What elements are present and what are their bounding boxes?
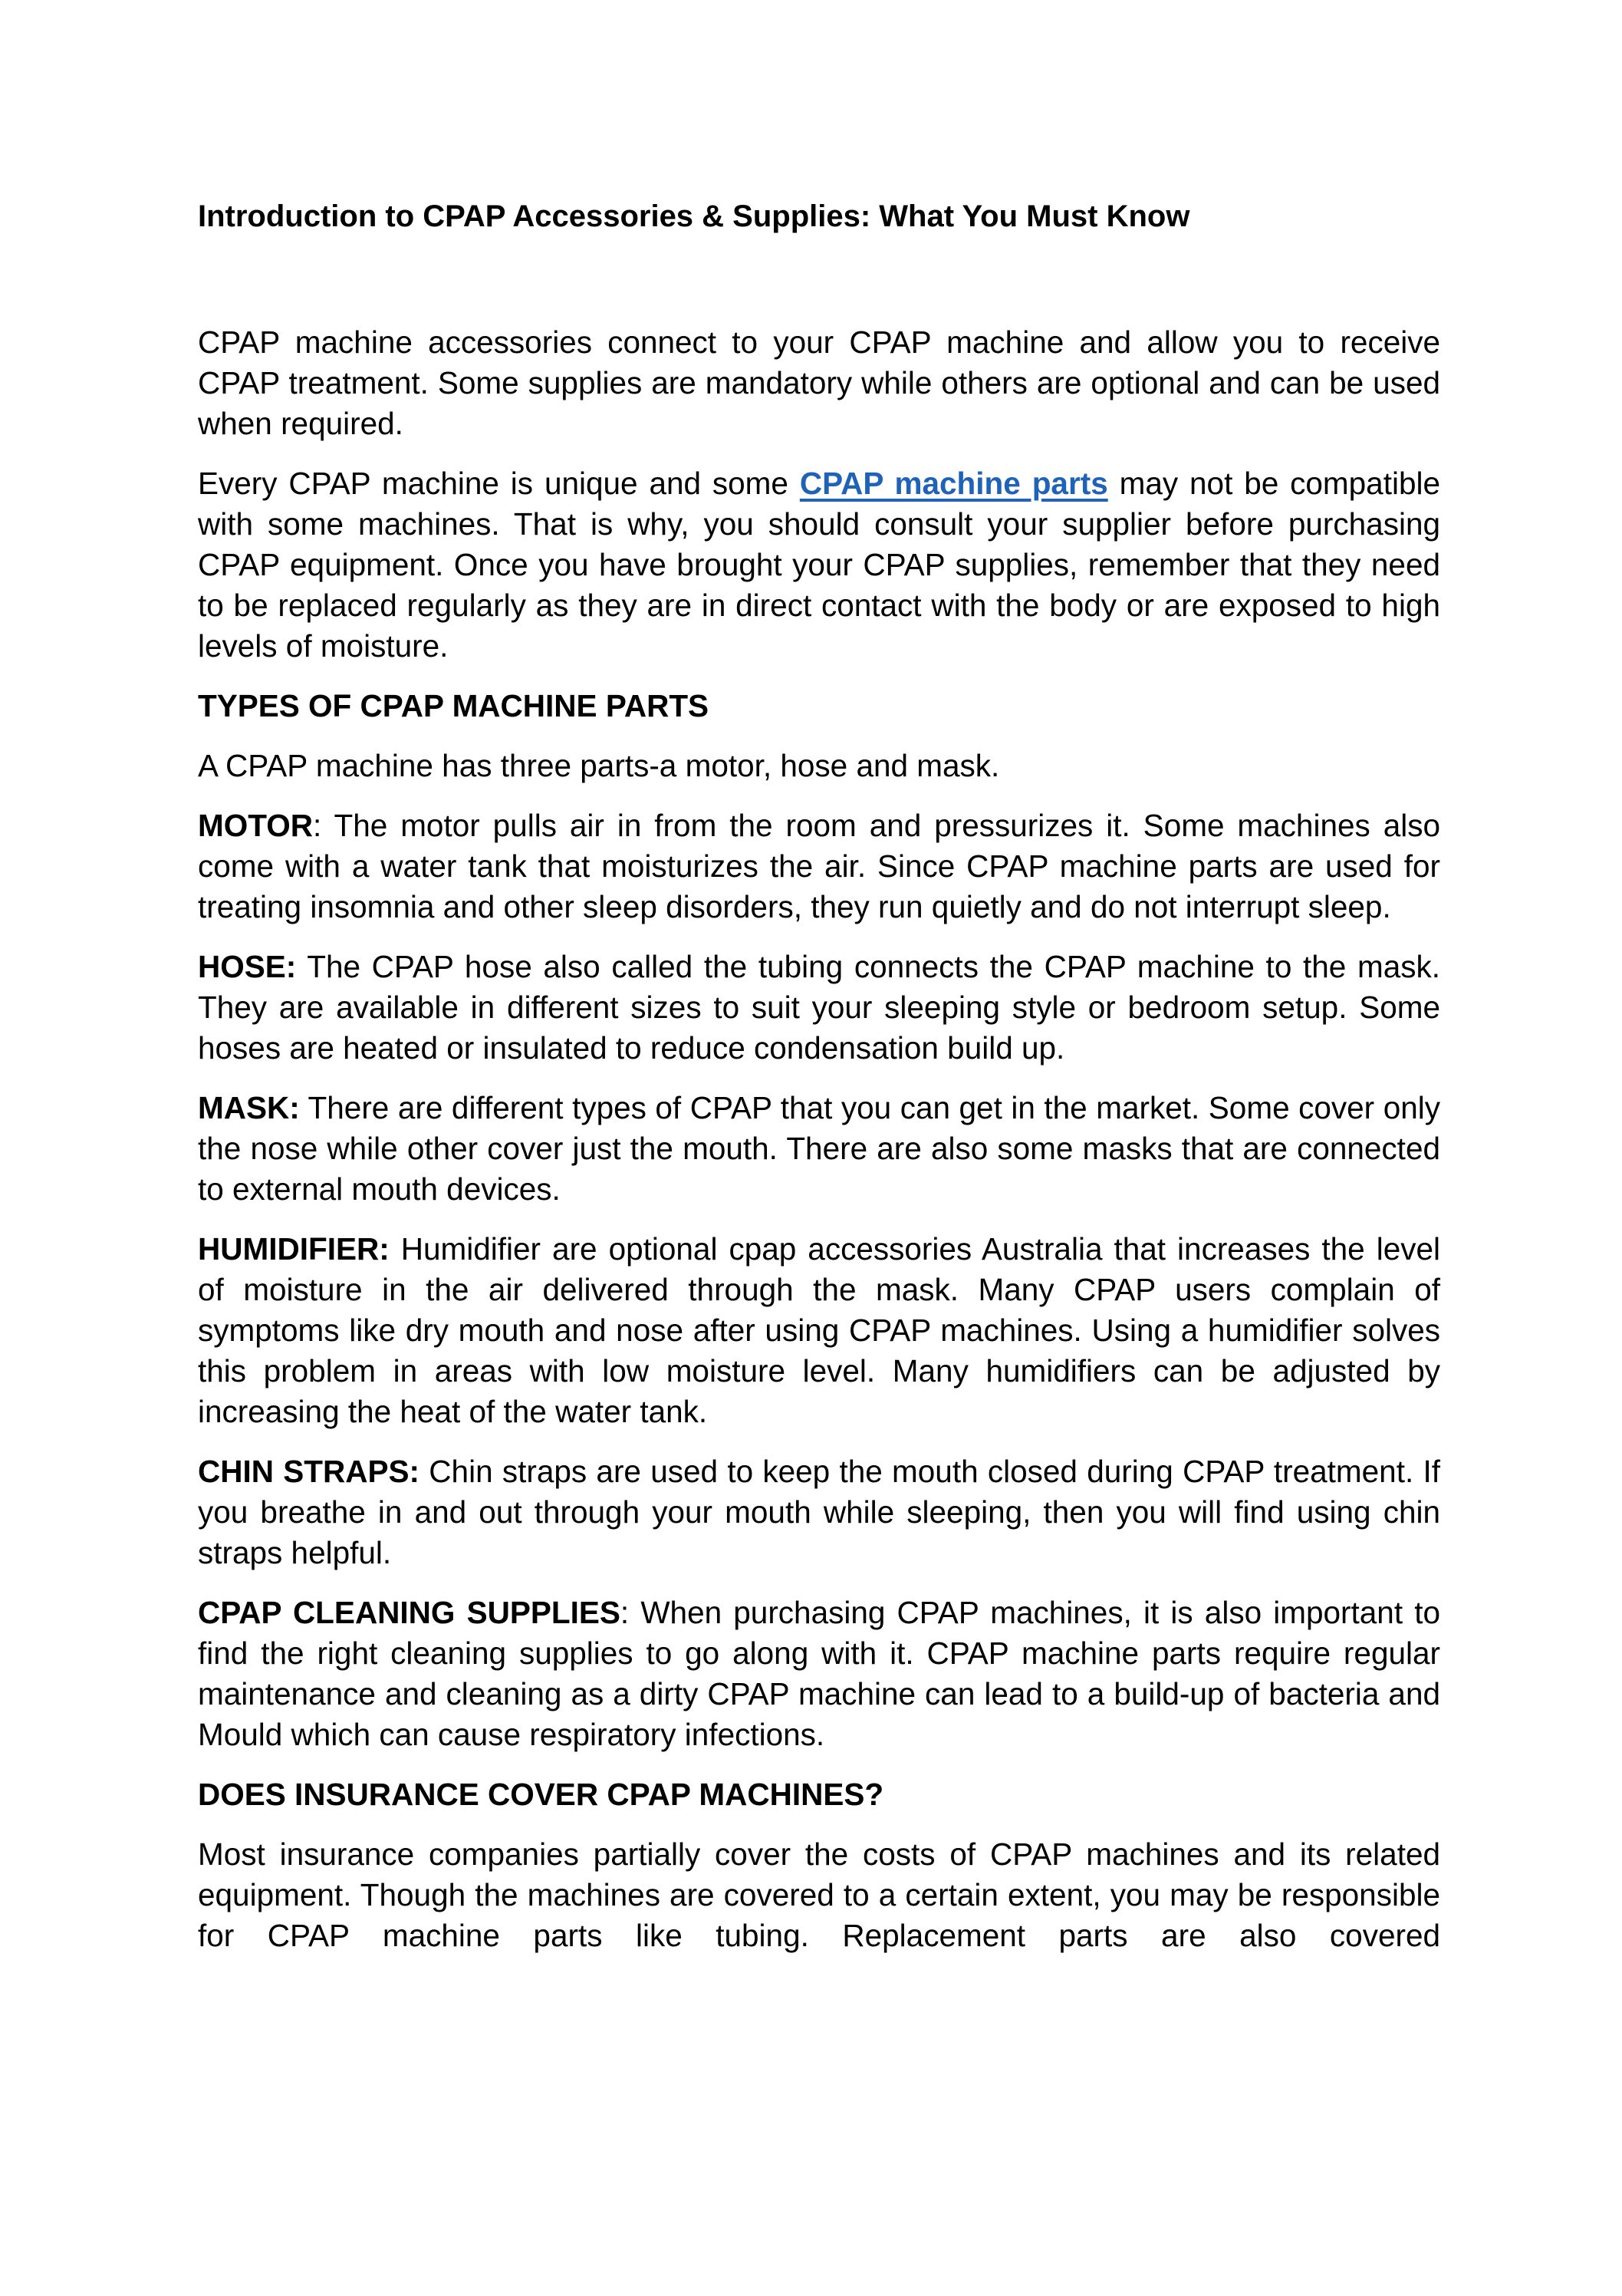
chin-straps-paragraph: [198, 1451, 1440, 1573]
hose-text: The CPAP hose also called the tubing connects the CPAP machine to the mask. They are available in different sizes to suit your sleeping style or bedroom setup. Some hoses are heated or insulated to reduce condensation build up.: [198, 949, 1440, 1066]
mask-paragraph: [198, 1088, 1440, 1210]
humidifier-label: HUMIDIFIER:: [198, 1231, 390, 1267]
types-heading: TYPES OF CPAP MACHINE PARTS: [198, 688, 709, 723]
intro-paragraph-2-text-after: may not be compatible with some machines. That is why, you should consult your supplier before purchasing CPAP equipment. Once you have brought your CPAP supplies, remember that they need to be replaced regularly as they are in direct contact with the body or are exposed to high levels of moisture.: [198, 466, 1440, 664]
document-body: [198, 322, 1440, 1975]
chin-straps-label: CHIN STRAPS:: [198, 1454, 420, 1489]
intro-paragraph-2-text-before: Every CPAP machine is unique and some: [198, 466, 800, 501]
cleaning-supplies-text: : When purchasing CPAP machines, it is also important to find the right cleaning supplies to go along with it. CPAP machine parts require regular maintenance and cleaning as a dirty CPAP machine can lead to a build-up of bacteria and Mould which can cause respiratory infections.: [198, 1595, 1441, 1752]
cleaning-supplies-paragraph: [198, 1593, 1440, 1755]
mask-text: There are different types of CPAP that you can get in the market. Some cover only the nose while other cover just the mouth. There are also some masks that are connected to external mouth devices.: [198, 1090, 1440, 1207]
types-intro-paragraph: A CPAP machine has three parts-a motor, hose and mask.: [198, 748, 1000, 783]
hose-label: HOSE:: [198, 949, 297, 984]
mask-label: MASK:: [198, 1090, 300, 1125]
motor-label: MOTOR: [198, 808, 313, 843]
motor-paragraph: [198, 805, 1440, 927]
cpap-machine-parts-link[interactable]: CPAP machine parts: [799, 466, 1108, 501]
intro-paragraph-1: CPAP machine accessories connect to your CPAP machine and allow you to receive CPAP treatment. Some supplies are mandatory while others are optional and can be used when required.: [198, 324, 1440, 441]
intro-paragraph-2: [198, 463, 1440, 667]
cleaning-supplies-label: CPAP CLEANING SUPPLIES: [198, 1595, 620, 1630]
humidifier-text: Humidifier are optional cpap accessories Australia that increases the level of moisture in the air delivered through the mask. Many CPAP users complain of symptoms like dry mouth and nose after using CPAP machines. Using a humidifier solves this problem in areas with low moisture level. Many humidifiers can be adjusted by increasing the heat of the water tank.: [198, 1231, 1440, 1429]
motor-text: : The motor pulls air in from the room and pressurizes it. Some machines also come with a water tank that moisturizes the air. Since CPAP machine parts are used for treating insomnia and other sleep disorders, they run quietly and do not interrupt sleep.: [198, 808, 1440, 924]
chin-straps-text: Chin straps are used to keep the mouth closed during CPAP treatment. If you breathe in and out through your mouth while sleeping, then you will find using chin straps helpful.: [198, 1454, 1440, 1570]
humidifier-paragraph: [198, 1229, 1440, 1432]
document-title: Introduction to CPAP Accessories & Supplies: What You Must Know: [198, 199, 1190, 233]
insurance-paragraph: Most insurance companies partially cover the costs of CPAP machines and its related equipment. Though the machines are covered to a certain extent, you may be responsible for CPAP machine parts like tubing. Replacement parts are also covered: [198, 1836, 1440, 1953]
insurance-heading: DOES INSURANCE COVER CPAP MACHINES?: [198, 1777, 884, 1812]
hose-paragraph: [198, 947, 1440, 1069]
